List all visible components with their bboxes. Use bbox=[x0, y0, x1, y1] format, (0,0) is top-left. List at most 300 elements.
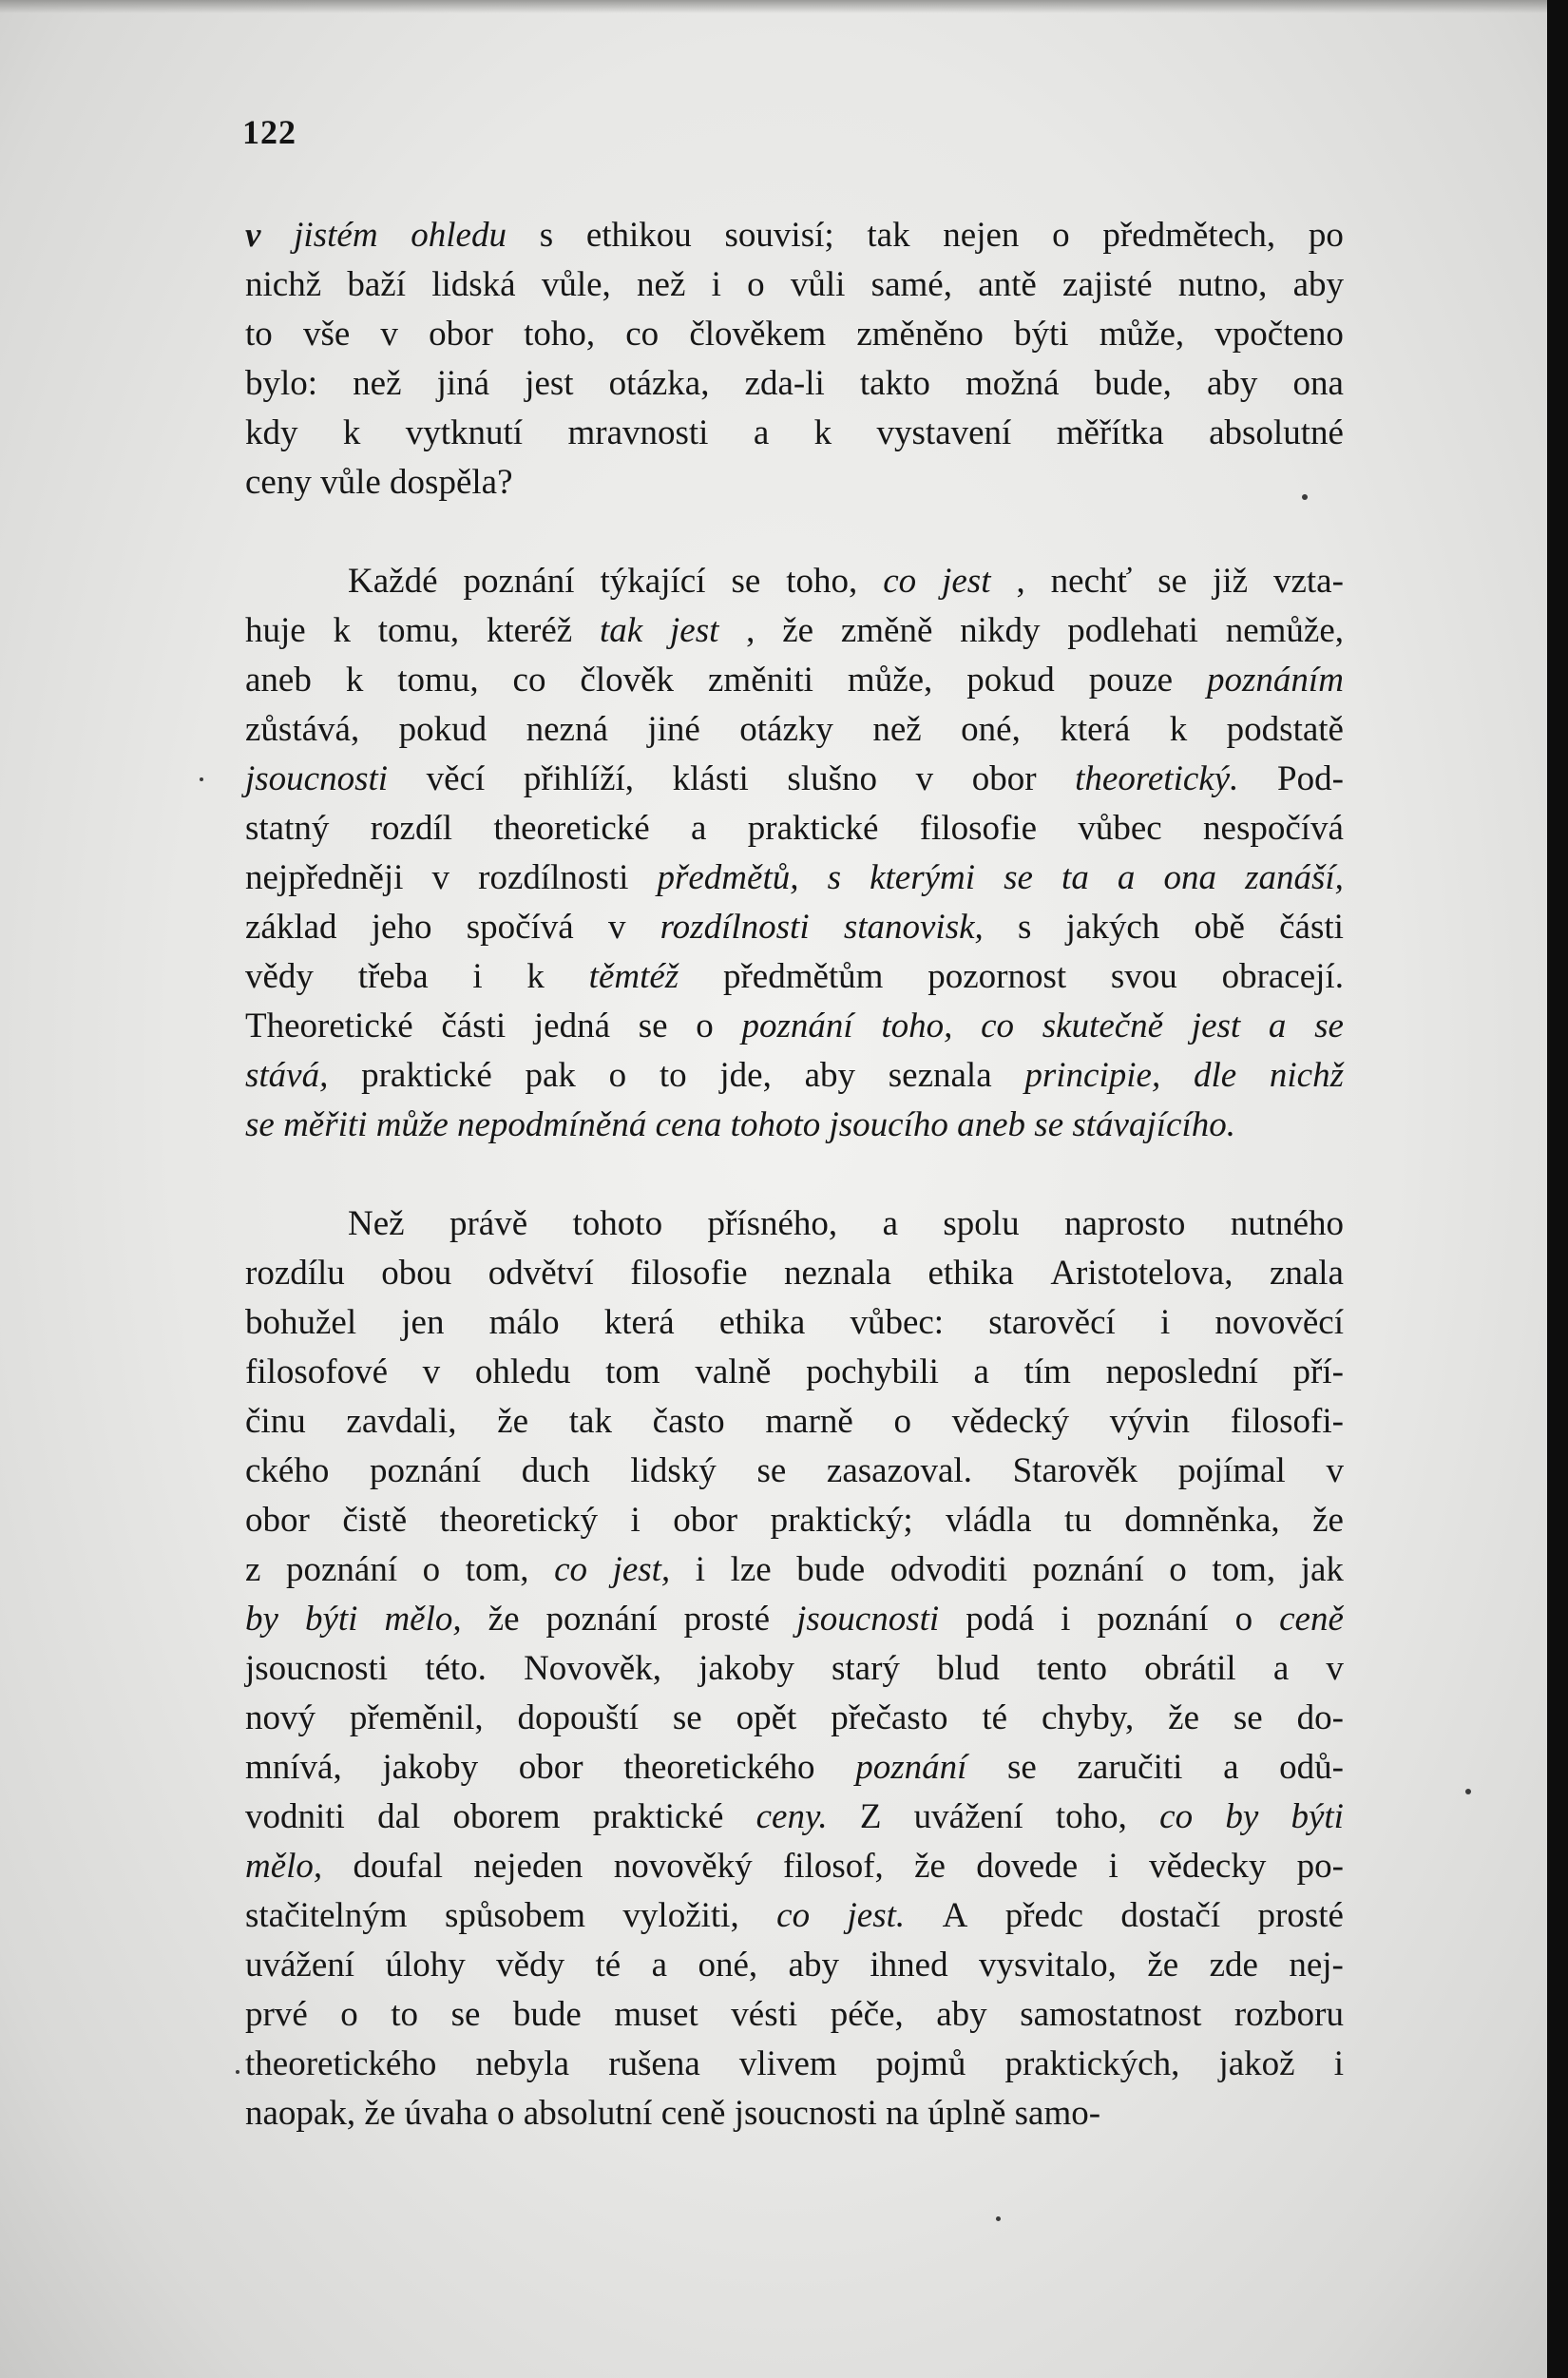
word: pojmů bbox=[875, 2044, 966, 2083]
word: v bbox=[431, 858, 450, 897]
word: novověký bbox=[613, 1847, 753, 1886]
word: zůstává, bbox=[245, 710, 360, 749]
word: obor bbox=[971, 759, 1037, 798]
word: theoretický bbox=[439, 1501, 599, 1540]
text-run: naopak, že úvaha o absolutní ceně jsoucnosti na úplně samo- bbox=[245, 2094, 1101, 2133]
text-line bbox=[245, 409, 1344, 458]
emphasis-word: skutečně bbox=[1042, 1007, 1164, 1045]
word: praktické bbox=[592, 1797, 724, 1836]
word: činu bbox=[245, 1402, 306, 1441]
word: s bbox=[539, 216, 554, 255]
emphasis-word: rozdílnosti bbox=[660, 908, 810, 947]
emphasis-word: se bbox=[1004, 858, 1033, 897]
word: se bbox=[1007, 1748, 1037, 1787]
word: i bbox=[1108, 1847, 1119, 1886]
word: naprosto bbox=[1063, 1204, 1186, 1243]
word: praktické bbox=[361, 1056, 492, 1095]
word: pří- bbox=[1292, 1352, 1344, 1391]
word: Každé bbox=[348, 562, 438, 601]
word: tak bbox=[568, 1402, 612, 1441]
word: může, bbox=[847, 661, 933, 700]
word: i bbox=[1333, 2044, 1344, 2083]
word: i bbox=[472, 957, 483, 996]
text-line bbox=[245, 1397, 1344, 1447]
emphasis-word: jest, bbox=[612, 1550, 671, 1589]
word: vládla bbox=[946, 1501, 1032, 1540]
word: úlohy bbox=[385, 1946, 466, 1985]
word: nichž bbox=[245, 265, 322, 304]
emphasis-word: mělo, bbox=[245, 1847, 323, 1886]
word: a bbox=[651, 1946, 668, 1985]
word: ihned bbox=[870, 1946, 948, 1985]
word: dopouští bbox=[517, 1698, 640, 1737]
word: odů- bbox=[1279, 1748, 1344, 1787]
word: tom, bbox=[1212, 1550, 1276, 1589]
emphasis-word: jest. bbox=[847, 1896, 906, 1935]
word: vysvitalo, bbox=[978, 1946, 1117, 1985]
emphasis-word: by bbox=[1225, 1797, 1259, 1836]
word: , bbox=[1016, 562, 1025, 601]
word: v bbox=[1326, 1649, 1344, 1688]
word: vědy bbox=[496, 1946, 565, 1985]
word: pozornost bbox=[927, 957, 1067, 996]
word: ohledu bbox=[474, 1352, 571, 1391]
emphasis-text: se měřiti může nepodmíněná cena tohoto jsoucího aneb se stávajícího. bbox=[245, 1105, 1235, 1144]
word: jest bbox=[525, 364, 574, 403]
word: theoretického bbox=[623, 1748, 815, 1787]
word: rozdílu bbox=[245, 1254, 345, 1293]
text-line bbox=[245, 1051, 1344, 1101]
word: uvážení bbox=[913, 1797, 1023, 1836]
word: že bbox=[488, 1600, 520, 1639]
word: podstatě bbox=[1226, 710, 1344, 749]
word: co bbox=[625, 315, 660, 354]
word: se bbox=[638, 1007, 668, 1045]
word: prosté bbox=[1257, 1896, 1344, 1935]
word: ckého bbox=[245, 1451, 330, 1490]
emphasis-word: mělo, bbox=[384, 1600, 462, 1639]
word: než bbox=[872, 710, 922, 749]
word: oborem bbox=[452, 1797, 561, 1836]
word: se bbox=[450, 1995, 481, 2034]
emphasis-word: ta bbox=[1061, 858, 1089, 897]
word: obor bbox=[245, 1501, 310, 1540]
emphasis-word: stává, bbox=[245, 1056, 329, 1095]
word: chyby, bbox=[1041, 1698, 1135, 1737]
word: o bbox=[1169, 1550, 1187, 1589]
word: často bbox=[652, 1402, 725, 1441]
emphasis-word: poznání bbox=[741, 1007, 853, 1045]
word: jde, bbox=[719, 1056, 772, 1095]
print-speck bbox=[1465, 1789, 1471, 1794]
word: nebyla bbox=[475, 2044, 570, 2083]
text-line bbox=[245, 1842, 1344, 1891]
word: jedná bbox=[533, 1007, 611, 1045]
emphasis-word: ona bbox=[1163, 858, 1217, 897]
emphasis-word: v bbox=[245, 216, 261, 255]
text-line bbox=[245, 1941, 1344, 1990]
word: se bbox=[756, 1451, 787, 1490]
word: měřítka bbox=[1056, 413, 1164, 452]
word: jak bbox=[1300, 1550, 1344, 1589]
word: stačitelným bbox=[245, 1896, 408, 1935]
word: kdy bbox=[245, 413, 298, 452]
word: a bbox=[1223, 1748, 1239, 1787]
word: jen bbox=[401, 1303, 445, 1342]
word: k bbox=[345, 661, 364, 700]
word: samostatnost bbox=[1020, 1995, 1202, 2034]
word: prvé bbox=[245, 1995, 308, 2034]
word: bude, bbox=[1094, 364, 1172, 403]
word: praktické bbox=[747, 809, 879, 848]
paragraph bbox=[245, 211, 1344, 508]
emphasis-word: jistém bbox=[294, 216, 378, 255]
word: obě bbox=[1194, 908, 1245, 947]
word: podlehati bbox=[1067, 611, 1198, 650]
text-line bbox=[245, 1199, 1344, 1249]
paragraph bbox=[245, 1199, 1344, 2138]
word: Pod- bbox=[1277, 759, 1344, 798]
word: Z bbox=[859, 1797, 882, 1836]
word: lze bbox=[730, 1550, 772, 1589]
word: tom, bbox=[465, 1550, 529, 1589]
text-line bbox=[245, 952, 1344, 1002]
word: baží bbox=[347, 265, 406, 304]
word: spůsobem bbox=[445, 1896, 585, 1935]
word: že bbox=[782, 611, 814, 650]
word: poznání bbox=[1032, 1550, 1144, 1589]
word: lidský bbox=[630, 1451, 717, 1490]
word: zda-li bbox=[744, 364, 825, 403]
text-line bbox=[245, 2089, 1344, 2138]
word: mnívá, bbox=[245, 1748, 342, 1787]
word: kteréž bbox=[486, 611, 573, 650]
emphasis-word: býti bbox=[1291, 1797, 1344, 1836]
emphasis-word: co bbox=[776, 1896, 811, 1935]
word: že bbox=[1312, 1501, 1344, 1540]
word: nejeden bbox=[473, 1847, 583, 1886]
word: přeměnil, bbox=[349, 1698, 484, 1737]
word: aneb bbox=[245, 661, 312, 700]
emphasis-word: by bbox=[245, 1600, 278, 1639]
word: jiné bbox=[647, 710, 700, 749]
word: muset bbox=[614, 1995, 698, 2034]
word: k bbox=[1169, 710, 1188, 749]
word: oné, bbox=[698, 1946, 758, 1985]
word: tu bbox=[1064, 1501, 1092, 1540]
print-speck bbox=[1302, 494, 1308, 500]
text-line bbox=[245, 557, 1344, 606]
word: zaručiti bbox=[1077, 1748, 1183, 1787]
text-line bbox=[245, 853, 1344, 903]
word: se bbox=[1233, 1698, 1263, 1737]
word: že bbox=[1168, 1698, 1200, 1737]
emphasis-word: a bbox=[1268, 1007, 1287, 1045]
word: bylo: bbox=[245, 364, 318, 403]
word: přihlíží, bbox=[523, 759, 635, 798]
page-number: 122 bbox=[242, 113, 296, 151]
word: bude bbox=[796, 1550, 866, 1589]
word: o bbox=[340, 1995, 358, 2034]
word: souvisí; bbox=[724, 216, 834, 255]
word: z bbox=[245, 1550, 261, 1589]
word: aby bbox=[936, 1995, 987, 2034]
word: býti bbox=[1014, 315, 1069, 354]
word: mravnosti bbox=[567, 413, 709, 452]
text-line bbox=[245, 1694, 1344, 1743]
word: prosté bbox=[683, 1600, 771, 1639]
word: antě bbox=[978, 265, 1037, 304]
emphasis-word: a bbox=[1117, 858, 1136, 897]
word: dal bbox=[377, 1797, 421, 1836]
emphasis-word: jsoucnosti bbox=[796, 1600, 940, 1639]
word: věcí bbox=[426, 759, 486, 798]
text-line bbox=[245, 1348, 1344, 1397]
emphasis-word: jest bbox=[670, 611, 719, 650]
word: obrátil bbox=[1144, 1649, 1236, 1688]
word: ethikou bbox=[585, 216, 692, 255]
emphasis-word: ceně bbox=[1279, 1600, 1344, 1639]
word: samé, bbox=[870, 265, 952, 304]
word: předc bbox=[1004, 1896, 1083, 1935]
emphasis-word: principie, bbox=[1024, 1056, 1161, 1095]
word: po- bbox=[1296, 1847, 1344, 1886]
word: huje bbox=[245, 611, 306, 650]
word: té bbox=[595, 1946, 621, 1985]
word: marně bbox=[765, 1402, 853, 1441]
emphasis-word: co bbox=[1159, 1797, 1194, 1836]
word: neposlední bbox=[1105, 1352, 1258, 1391]
word: svou bbox=[1110, 957, 1177, 996]
word: zde bbox=[1209, 1946, 1258, 1985]
word: jiná bbox=[436, 364, 490, 403]
word: Než bbox=[348, 1204, 405, 1243]
word: odvětví bbox=[488, 1254, 594, 1293]
word: slušno bbox=[787, 759, 877, 798]
print-speck bbox=[996, 2216, 1001, 2221]
word: doufal bbox=[353, 1847, 444, 1886]
word: vpočteno bbox=[1214, 315, 1344, 354]
emphasis-word: jsoucnosti bbox=[245, 759, 389, 798]
word: vůli bbox=[790, 265, 846, 304]
word: obracejí. bbox=[1221, 957, 1344, 996]
word: toho, bbox=[1055, 1797, 1127, 1836]
word: blud bbox=[937, 1649, 1000, 1688]
word: rozboru bbox=[1233, 1995, 1344, 2034]
word: tím bbox=[1023, 1352, 1071, 1391]
word: absolutné bbox=[1209, 413, 1344, 452]
word: odvoditi bbox=[889, 1550, 1008, 1589]
word: , bbox=[746, 611, 755, 650]
word: nový bbox=[245, 1698, 316, 1737]
word: vůbec bbox=[1078, 809, 1162, 848]
emphasis-word: nichž bbox=[1269, 1056, 1344, 1095]
word: může, bbox=[1099, 315, 1185, 354]
word: která bbox=[603, 1303, 675, 1342]
text-line bbox=[245, 359, 1344, 409]
word: filosofi- bbox=[1230, 1402, 1344, 1441]
word: než bbox=[353, 364, 402, 403]
word: starý bbox=[831, 1649, 900, 1688]
text-line bbox=[245, 1101, 1344, 1150]
word: aby bbox=[1206, 364, 1258, 403]
emphasis-word: jest bbox=[942, 562, 991, 601]
text-line bbox=[245, 2040, 1344, 2089]
word: zasazoval. bbox=[826, 1451, 972, 1490]
word: dovede bbox=[976, 1847, 1079, 1886]
word: neznala bbox=[783, 1254, 891, 1293]
emphasis-word: zanáší, bbox=[1245, 858, 1344, 897]
emphasis-word: těmtéž bbox=[588, 957, 679, 996]
word: vývin bbox=[1109, 1402, 1191, 1441]
word: k bbox=[813, 413, 832, 452]
word: theoretické bbox=[493, 809, 650, 848]
text-line bbox=[245, 458, 1344, 508]
emphasis-word: býti bbox=[304, 1600, 358, 1639]
word: i bbox=[695, 1550, 706, 1589]
word: vědecky bbox=[1149, 1847, 1267, 1886]
word: tohoto bbox=[572, 1204, 663, 1243]
word: možná bbox=[965, 364, 1060, 403]
word: přísného, bbox=[707, 1204, 838, 1243]
text-line bbox=[245, 1891, 1344, 1941]
word: co bbox=[512, 661, 546, 700]
text-line bbox=[245, 804, 1344, 853]
word: v bbox=[607, 908, 626, 947]
word: filosof, bbox=[782, 1847, 884, 1886]
word: vůbec: bbox=[850, 1303, 945, 1342]
word: té bbox=[982, 1698, 1008, 1737]
word: v bbox=[915, 759, 934, 798]
word: rozdílnosti bbox=[478, 858, 629, 897]
word: rozdíl bbox=[370, 809, 453, 848]
emphasis-word: kterými bbox=[870, 858, 976, 897]
word: k bbox=[526, 957, 545, 996]
word: jakých bbox=[1065, 908, 1160, 947]
word: nutno, bbox=[1177, 265, 1268, 304]
word: aby bbox=[804, 1056, 856, 1095]
word: obou bbox=[381, 1254, 452, 1293]
word: o bbox=[696, 1007, 714, 1045]
text-line bbox=[245, 1447, 1344, 1496]
word: nemůže, bbox=[1225, 611, 1344, 650]
word: starověcí bbox=[988, 1303, 1116, 1342]
word: filosofové bbox=[245, 1352, 389, 1391]
word: lidská bbox=[431, 265, 516, 304]
word: statný bbox=[245, 809, 330, 848]
word: se bbox=[731, 562, 761, 601]
word: zavdali, bbox=[346, 1402, 457, 1441]
word: tomu, bbox=[377, 611, 460, 650]
word: o bbox=[1052, 216, 1070, 255]
word: toho, bbox=[524, 315, 596, 354]
word: že bbox=[497, 1402, 529, 1441]
word: vytknutí bbox=[405, 413, 524, 452]
word: spočívá bbox=[466, 908, 574, 947]
word: nezná bbox=[526, 710, 608, 749]
emphasis-word: co bbox=[883, 562, 917, 601]
word: základ bbox=[245, 908, 337, 947]
word: pochybili bbox=[806, 1352, 939, 1391]
word: filosofie bbox=[919, 809, 1038, 848]
text-line bbox=[245, 903, 1344, 952]
word: i bbox=[711, 265, 721, 304]
word: otázky bbox=[739, 710, 833, 749]
word: po bbox=[1308, 216, 1344, 255]
word: že bbox=[914, 1847, 946, 1886]
word: změniti bbox=[708, 661, 813, 700]
word: takto bbox=[859, 364, 930, 403]
word: bohužel bbox=[245, 1303, 357, 1342]
word: i bbox=[1061, 1600, 1071, 1639]
word: v bbox=[380, 315, 398, 354]
word: s bbox=[1018, 908, 1032, 947]
word: seznala bbox=[888, 1056, 992, 1095]
paragraph bbox=[245, 557, 1344, 1150]
emphasis-word: stanovisk, bbox=[843, 908, 984, 947]
word: člověk bbox=[580, 661, 675, 700]
emphasis-word: se bbox=[1314, 1007, 1344, 1045]
word: dostačí bbox=[1120, 1896, 1221, 1935]
word: toho, bbox=[786, 562, 858, 601]
emphasis-word: s bbox=[827, 858, 841, 897]
text-line bbox=[245, 1002, 1344, 1051]
text-line bbox=[245, 705, 1344, 755]
word: přečasto bbox=[831, 1698, 948, 1737]
word: pokud bbox=[966, 661, 1055, 700]
word: to bbox=[659, 1056, 687, 1095]
word: aby bbox=[1292, 265, 1344, 304]
word: že bbox=[1147, 1946, 1179, 1985]
text-line bbox=[245, 211, 1344, 260]
word: člověkem bbox=[689, 315, 827, 354]
word: praktický; bbox=[770, 1501, 913, 1540]
text-line bbox=[245, 1298, 1344, 1348]
word: podá bbox=[966, 1600, 1035, 1639]
word: nej- bbox=[1289, 1946, 1344, 1985]
word: vzta- bbox=[1272, 562, 1344, 601]
word: novověcí bbox=[1214, 1303, 1344, 1342]
word: k bbox=[333, 611, 351, 650]
text-line bbox=[245, 1990, 1344, 2040]
word: tom bbox=[605, 1352, 660, 1391]
word: této. bbox=[425, 1649, 487, 1688]
word: jakož bbox=[1218, 2044, 1295, 2083]
text-line bbox=[245, 1496, 1344, 1545]
body-text bbox=[245, 211, 1344, 2138]
word: vědy bbox=[245, 957, 314, 996]
text-line bbox=[245, 1793, 1344, 1842]
word: se bbox=[1157, 562, 1188, 601]
word: o bbox=[893, 1402, 912, 1441]
word: spolu bbox=[943, 1204, 1020, 1243]
text-line bbox=[245, 1743, 1344, 1793]
word: v bbox=[1326, 1451, 1344, 1490]
word: pojímal bbox=[1177, 1451, 1286, 1490]
word: pokud bbox=[398, 710, 488, 749]
word: nejpředněji bbox=[245, 858, 404, 897]
word: se bbox=[672, 1698, 702, 1737]
word: obor bbox=[429, 315, 493, 354]
emphasis-word: ceny. bbox=[755, 1797, 828, 1836]
word: praktických, bbox=[1004, 2044, 1180, 2083]
word: jakoby bbox=[382, 1748, 479, 1787]
word: změně bbox=[840, 611, 933, 650]
text-line bbox=[245, 260, 1344, 310]
print-speck bbox=[200, 777, 203, 781]
word: pouze bbox=[1088, 661, 1174, 700]
word: zajisté bbox=[1062, 265, 1153, 304]
